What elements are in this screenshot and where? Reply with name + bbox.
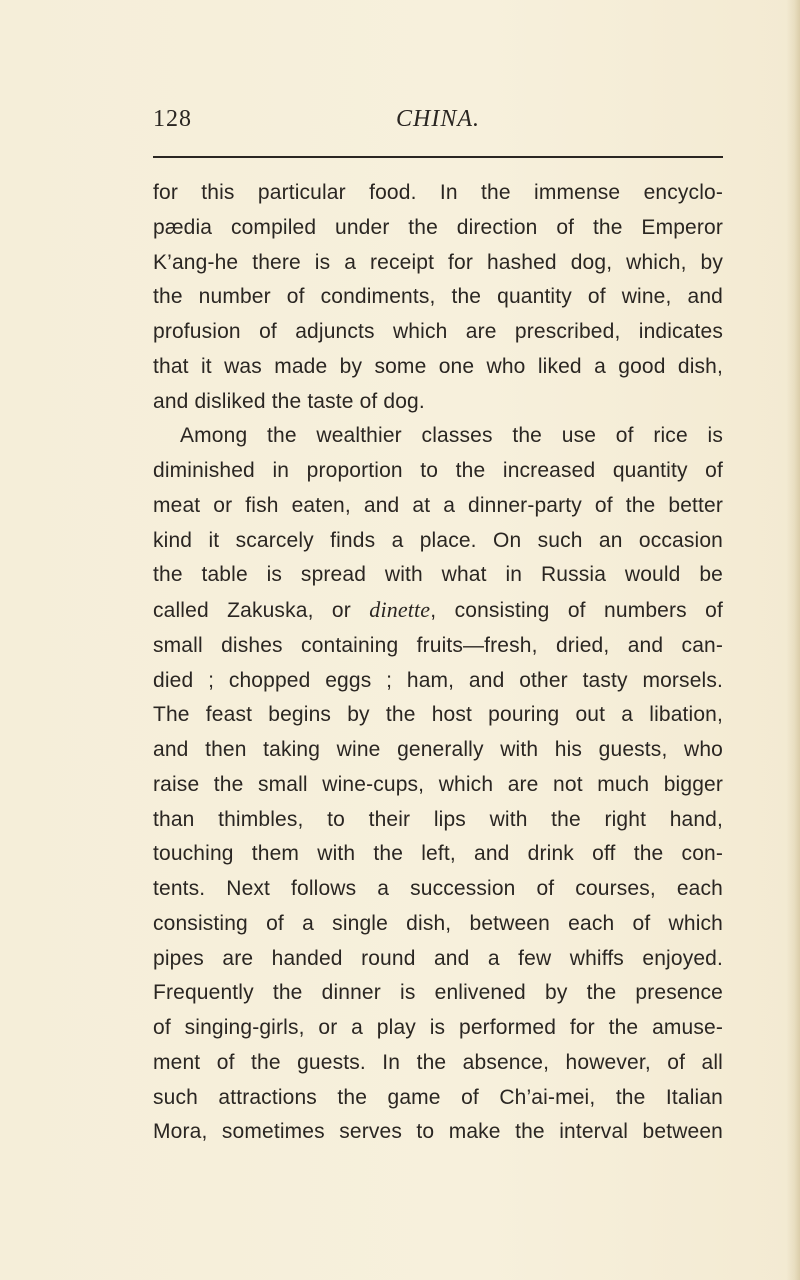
page-header	[153, 106, 723, 146]
text-line: that it was made by some one who liked a good dish,	[153, 354, 723, 378]
header-rule	[153, 156, 723, 158]
text-line: the table is spread with what in Russia would be	[153, 563, 723, 587]
text-line: and then taking wine generally with his guests, who	[153, 738, 723, 761]
text-run: called Zakuska, or	[153, 599, 370, 622]
text-line: the number of condiments, the quantity of wine, and	[153, 285, 723, 309]
text-line: kind it scarcely finds a place. On such an occasion	[153, 528, 723, 552]
italic-term: dinette	[369, 597, 431, 622]
text-line: Frequently the dinner is enlivened by the presence	[153, 981, 723, 1005]
text-line: touching them with the left, and drink off the con-	[153, 842, 723, 866]
text-line: than thimbles, to their lips with the right hand,	[153, 807, 723, 831]
page-edge-shadow	[786, 0, 800, 1280]
text-line: profusion of adjuncts which are prescribed, indicates	[153, 320, 723, 343]
text-line: Mora, sometimes serves to make the interval between	[153, 1120, 723, 1144]
text-line: pipes are handed round and a few whiffs enjoyed.	[153, 946, 723, 970]
text-line: such attractions the game of Ch’ai-mei, the Italian	[153, 1085, 723, 1109]
text-run: , consisting of numbers of	[430, 599, 723, 622]
text-line: raise the small wine-cups, which are not much bigger	[153, 772, 723, 796]
text-line: died ; chopped eggs ; ham, and other tasty morsels.	[153, 668, 723, 692]
text-line: meat or fish eaten, and at a dinner-party of the better	[153, 493, 723, 517]
text-line: pædia compiled under the direction of the Emperor	[153, 215, 723, 239]
body-text	[153, 176, 723, 1150]
text-line: The feast begins by the host pouring out a libation,	[153, 703, 723, 727]
text-line	[153, 593, 723, 629]
text-line: consisting of a single dish, between each of which	[153, 911, 723, 935]
running-head: CHINA.	[396, 106, 480, 132]
text-line: tents. Next follows a succession of courses, each	[153, 877, 723, 900]
text-line: and disliked the taste of dog.	[153, 389, 425, 413]
text-line: for this particular food. In the immense encyclo-	[153, 181, 723, 204]
text-line: ment of the guests. In the absence, however, of all	[153, 1050, 723, 1074]
text-line: of singing-girls, or a play is performed for the amuse-	[153, 1016, 723, 1039]
text-line: K’ang-he there is a receipt for hashed dog, which, by	[153, 250, 723, 274]
text-line: Among the wealthier classes the use of rice is	[180, 424, 723, 448]
page-number: 128	[153, 106, 192, 132]
text-line: diminished in proportion to the increased quantity of	[153, 459, 723, 482]
text-line: small dishes containing fruits—fresh, dried, and can-	[153, 633, 723, 657]
